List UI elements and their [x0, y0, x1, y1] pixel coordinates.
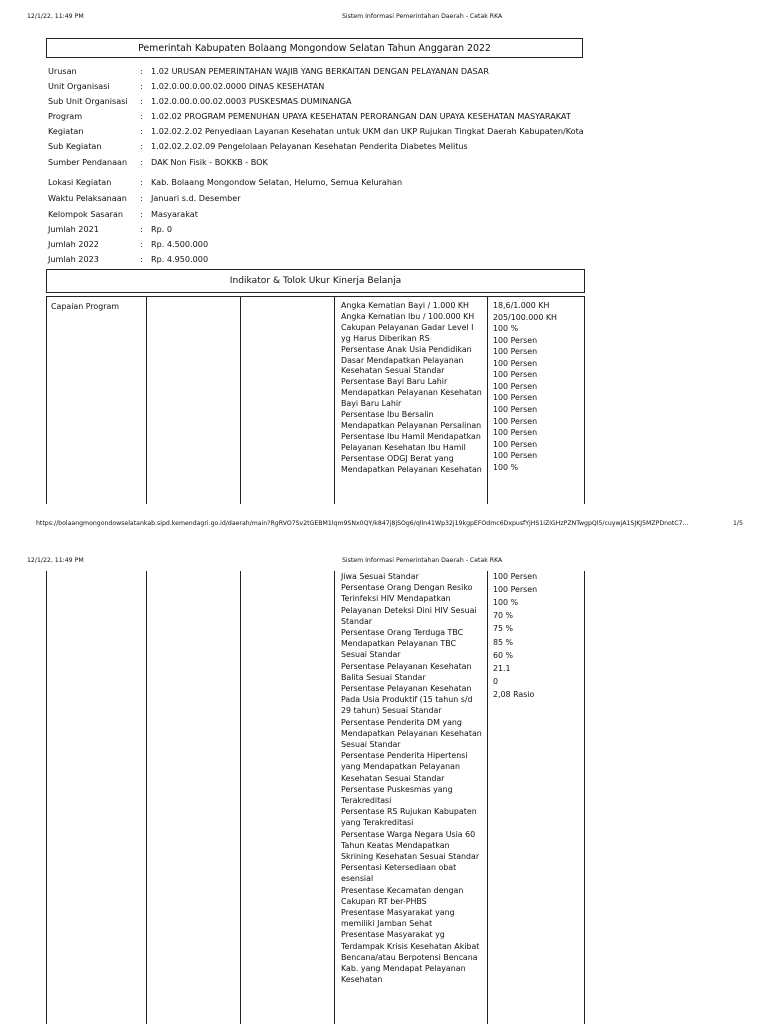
meta-label: Urusan [48, 66, 77, 76]
indicator-line: Cakupan RT ber-PHBS [341, 896, 427, 906]
meta-value: DAK Non Fisik - BOKKB - BOK [151, 157, 268, 167]
indicator-line: memiliki Jamban Sehat [341, 919, 433, 929]
meta-value: Januari s.d. Desember [151, 193, 241, 203]
indicator-line: 29 tahun) Sesuai Standar [341, 706, 442, 716]
indicator-line: Presentase Kecamatan dengan [341, 885, 464, 895]
target-value: 100 % [493, 462, 519, 472]
col-divider-4 [487, 296, 488, 504]
indicator-line: Terakreditasi [341, 796, 392, 805]
meta-colon: : [140, 81, 143, 91]
indicator-line: Persentase Pelayanan Kesehatan [341, 684, 472, 693]
indicator-line: Persentase Bayi Baru Lahir [341, 377, 448, 387]
target-value: 205/100.000 KH [493, 312, 557, 322]
indicator-line: Mendapatkan Pelayanan Kesehatan [341, 728, 482, 738]
indicator-line: Persentase Orang Terduga TBC [341, 628, 464, 637]
print-datetime-page2: 12/1/22, 11:49 PM [27, 557, 84, 564]
table-right-border [584, 296, 585, 504]
indicator-line: Tahun Keatas Mendapatkan [341, 840, 450, 850]
header-title: Pemerintah Kabupaten Bolaang Mongondow Selatan Tahun Anggaran 2022 [138, 42, 491, 54]
meta-colon: : [140, 141, 143, 151]
indikator-title: Indikator & Tolok Ukur Kinerja Belanja [229, 276, 402, 286]
meta-label: Program [48, 111, 83, 121]
indicator-line: Persentase Pelayanan Kesehatan [341, 661, 472, 671]
indicator-line: Presentase Masyarakat yang [341, 908, 455, 917]
meta-label: Waktu Pelaksanaan [48, 193, 127, 203]
indicator-line: Skrining Kesehatan Sesuai Standar [341, 852, 480, 861]
indicator-line: yang Terakreditasi [341, 818, 414, 828]
indicator-line: Kesehatan [341, 975, 383, 985]
target-value: 18,6/1.000 KH [493, 301, 550, 310]
indicator-line: esensial [341, 874, 374, 884]
indicator-line: Presentase Masyarakat yg [341, 930, 445, 940]
print-datetime: 12/1/22, 11:49 PM [27, 13, 84, 20]
target-value: 75 % [493, 624, 514, 634]
indicator-line: Pelayanan Kesehatan Ibu Hamil [341, 442, 466, 452]
meta-label: Jumlah 2022 [48, 239, 99, 249]
meta-colon: : [140, 66, 143, 76]
target-value: 100 Persen [493, 585, 538, 595]
meta-colon: : [140, 254, 143, 264]
indicator-line: Sesuai Standar [341, 650, 401, 660]
meta-label: Sub Kegiatan [48, 141, 102, 151]
target-value: 21.1 [493, 663, 511, 673]
meta-label: Unit Organisasi [48, 81, 110, 91]
target-value: 0 [493, 676, 499, 686]
meta-colon: : [140, 111, 143, 121]
indicator-line: Pada Usia Produktif (15 tahun s/d [341, 695, 473, 705]
target-value: 100 Persen [493, 428, 538, 438]
document-title-page2: Sistem Informasi Pemerintahan Daerah - Cetak RKA [342, 557, 503, 564]
meta-colon: : [140, 177, 143, 187]
indicator-line: Bayi Baru Lahir [341, 399, 402, 409]
footer-url: https://bolaangmongondowselatankab.sipd.kemendagri.go.id/daerah/main?RgRVO7Sv2tGEBM1lqm9SNx0QY/k847j8jSOg6/qlln41Wp32j19kgpEFOdmc6DxpusfYjHS1iZiGHzPZNTwgpQl5/cuywjA1SJKJ5MZPDnotC7... [36, 520, 689, 527]
col-divider-2-page2 [240, 571, 241, 1024]
meta-value: Rp. 4.500.000 [151, 239, 209, 249]
indicator-line: yg Harus Diberikan RS [341, 333, 430, 343]
indicator-line: Mendapatkan Pelayanan Kesehatan [341, 388, 482, 398]
meta-colon: : [140, 224, 143, 234]
indicator-line: Angka Kematian Bayi / 1.000 KH [341, 301, 469, 310]
indicator-line: Persentase ODGJ Berat yang [341, 453, 454, 463]
indicator-line: Persentase Warga Negara Usia 60 [341, 829, 476, 839]
meta-label: Kegiatan [48, 126, 84, 136]
col-divider-2 [240, 296, 241, 504]
meta-value: 1.02.02.2.02.09 Pengelolaan Pelayanan Kesehatan Penderita Diabetes Melitus [151, 141, 468, 151]
indicator-line: Terinfeksi HIV Mendapatkan [341, 594, 451, 604]
indicator-line: Angka Kematian Ibu / 100.000 KH [341, 311, 475, 321]
indicator-line: Terdampak Krisis Kesehatan Akibat [341, 941, 480, 951]
capaian-program-label: Capaian Program [51, 302, 120, 311]
target-value: 2,08 Rasio [493, 689, 535, 699]
table-right-border-page2 [584, 571, 585, 1024]
indicator-line: Persentase Penderita Hipertensi [341, 751, 468, 761]
indicator-line: Jiwa Sesuai Standar [341, 572, 419, 581]
target-value: 100 Persen [493, 358, 538, 368]
indicator-line: Pelayanan Deteksi Dini HIV Sesuai [341, 605, 477, 615]
header-title-box [46, 38, 583, 58]
target-value: 100 Persen [493, 572, 538, 581]
meta-label: Jumlah 2023 [48, 254, 99, 264]
meta-value: Kab. Bolaang Mongondow Selatan, Helumo, Semua Kelurahan [151, 177, 403, 187]
indicator-line: Mendapatkan Pelayanan Persalinan [341, 420, 482, 430]
indicator-line: yang Mendapatkan Pelayanan [341, 762, 460, 772]
col-divider-3 [334, 296, 335, 504]
document-title: Sistem Informasi Pemerintahan Daerah - Cetak RKA [342, 13, 503, 20]
target-value: 100 Persen [493, 439, 538, 449]
target-value: 100 Persen [493, 451, 538, 461]
indikator-title-box [46, 269, 585, 293]
indicator-line: Persentase Puskesmas yang [341, 784, 453, 794]
indicator-line: Persentase Penderita DM yang [341, 717, 462, 727]
meta-colon: : [140, 96, 143, 106]
meta-value: 1.02 URUSAN PEMERINTAHAN WAJIB YANG BERKAITAN DENGAN PELAYANAN DASAR [151, 66, 489, 76]
target-value: 100 Persen [493, 381, 538, 391]
target-value: 85 % [493, 637, 514, 647]
indicator-line: Mendapatkan Pelayanan TBC [341, 639, 457, 649]
meta-value: 1.02.02.2.02 Penyediaan Layanan Kesehatan untuk UKM dan UKP Rujukan Tingkat Daerah Kabupaten/Kota [151, 126, 584, 136]
target-value: 70 % [493, 611, 514, 621]
meta-value: 1.02.02 PROGRAM PEMENUHAN UPAYA KESEHATAN PERORANGAN DAN UPAYA KESEHATAN MASYARAKAT [151, 111, 571, 121]
indicator-line: Persentasi Ketersediaan obat [341, 863, 457, 873]
indicator-line: Persentase Orang Dengan Resiko [341, 583, 473, 593]
indicator-line: Sesuai Standar [341, 740, 401, 749]
indicator-line: Dasar Mendapatkan Pelayanan [341, 355, 464, 365]
target-value: 100 Persen [493, 335, 538, 345]
meta-label: Sumber Pendanaan [48, 157, 128, 167]
indicator-line: Standar [341, 616, 373, 626]
target-value: 60 % [493, 650, 514, 660]
indicator-line: Persentase Ibu Bersalin [341, 410, 434, 419]
col-divider-4-page2 [487, 571, 488, 1024]
indicator-line: Persentase Ibu Hamil Mendapatkan [341, 431, 481, 441]
meta-label: Kelompok Sasaran [48, 209, 124, 219]
indicator-line: Balita Sesuai Standar [341, 672, 426, 682]
meta-value: Rp. 4.950.000 [151, 254, 209, 264]
meta-value: 1.02.0.00.0.00.02.0000 DINAS KESEHATAN [151, 81, 325, 91]
col-divider-3-page2 [334, 571, 335, 1024]
target-value: 100 % [493, 324, 519, 334]
col-divider-1-page2 [146, 571, 147, 1024]
table-top-border [46, 296, 585, 297]
target-value: 100 Persen [493, 416, 538, 426]
meta-colon: : [140, 157, 143, 167]
target-value: 100 Persen [493, 347, 538, 357]
indicator-line: Bencana/atau Berpotensi Bencana [341, 952, 478, 962]
target-value: 100 Persen [493, 393, 538, 403]
table-left-border-page2 [46, 571, 47, 1024]
target-value: 100 % [493, 598, 519, 608]
meta-label: Jumlah 2021 [48, 224, 99, 234]
meta-colon: : [140, 209, 143, 219]
meta-value: 1.02.0.00.0.00.02.0003 PUSKESMAS DUMINANGA [151, 96, 352, 106]
indicator-line: Persentase Anak Usia Pendidikan [341, 344, 472, 354]
meta-value: Rp. 0 [151, 224, 173, 234]
indicator-line: Kesehatan Sesuai Standar [341, 773, 445, 783]
meta-colon: : [140, 239, 143, 249]
indicator-line: Cakupan Pelayanan Gadar Level I [341, 322, 474, 332]
indicator-line: Mendapatkan Pelayanan Kesehatan [341, 464, 482, 474]
target-value: 100 Persen [493, 370, 538, 380]
meta-label: Sub Unit Organisasi [48, 96, 128, 106]
indicator-line: Kesehatan Sesuai Standar [341, 366, 445, 376]
table-left-border [46, 296, 47, 504]
indicator-line: Persentase RS Rujukan Kabupaten [341, 807, 477, 817]
page-number: 1/5 [733, 520, 743, 527]
target-value: 100 Persen [493, 404, 538, 414]
meta-label: Lokasi Kegiatan [48, 177, 112, 187]
meta-value: Masyarakat [151, 209, 198, 219]
indicator-line: Kab. yang Mendapat Pelayanan [341, 964, 466, 973]
col-divider-1 [146, 296, 147, 504]
meta-colon: : [140, 126, 143, 136]
meta-colon: : [140, 193, 143, 203]
